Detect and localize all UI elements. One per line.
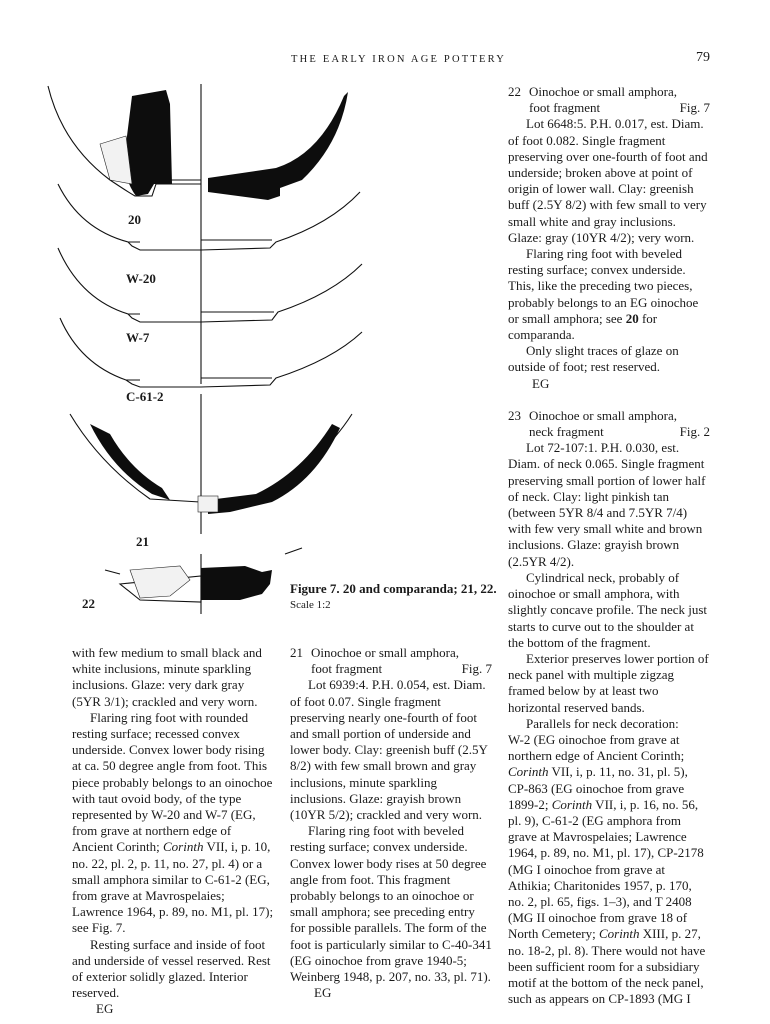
entry-21-period: EG — [314, 985, 332, 1001]
entry-23-discussion: Cylindrical neck, probably of oinochoe or small amphora, with slightly concave profile. The neck just starts to curve out to the shoulder at the bottom of the fragment. — [508, 569, 708, 650]
entry-22-discussion: Flaring ring foot with beveled resting surface; convex underside. This, like the preceding two pieces, probably belongs to an EG oinochoe or small amphora; see 20 for comparanda. — [508, 246, 699, 343]
entry-22-period: EG — [532, 375, 550, 391]
sherd-21-section — [208, 424, 340, 514]
page-number: 79 — [696, 50, 710, 65]
figure-label-w20: W-20 — [126, 271, 156, 286]
sherd-22-section — [201, 566, 272, 600]
entry-22-heading: 22 Oinochoe or small amphora, foot fragment Fig. 7 — [508, 84, 710, 116]
profile-w20-outline-right — [201, 192, 360, 250]
figure-label-22: 22 — [82, 596, 95, 611]
entry-22-number: 22 — [508, 84, 521, 99]
figure-7 — [40, 84, 485, 629]
entry-21-fig-ref: Fig. 7 — [461, 661, 492, 677]
column-1 — [72, 645, 274, 1018]
entry-23-heading: 23 Oinochoe or small amphora, neck fragment Fig. 2 — [508, 407, 710, 440]
caption-title: Figure 7. 20 and comparanda; 21, 22. — [290, 581, 497, 596]
pottery-profile-drawings — [40, 84, 485, 624]
figure-label-21: 21 — [136, 534, 149, 549]
entry-22-decoration: Only slight traces of glaze on outside of foot; rest reserved. — [508, 343, 679, 375]
entry-23-decoration: Exterior preserves lower portion of neck panel with multiple zigzag framed below by at least two horizontal reserved bands. — [508, 650, 709, 715]
entry-22-description: Lot 6648:5. P.H. 0.017, est. Diam. of foot 0.082. Single fragment preserving over one-fourth of foot and underside; broken above at point of origin of lower wall. Clay: greenish buff (2.5Y 8/2) with few small to very small white and gray inclusions. Glaze: gray (10YR 4/2); very worn. — [508, 116, 708, 245]
entry-21-heading: 21 Oinochoe or small amphora, foot fragment Fig. 7 — [290, 645, 492, 677]
column-3 — [508, 84, 710, 1007]
running-head: THE EARLY IRON AGE POTTERY — [291, 54, 507, 65]
col1-paragraph-2: Flaring ring foot with rounded resting surface; recessed convex underside. Convex lower body rising at ca. 50 degree angle from foot. This piece probably belongs to an oinochoe with taut ovoid body, of the type represented by W-20 and W-7 (EG, from grave at northern edge of Ancient Corinth; Corinth VII, i, p. 10, no. 22, pl. 2, p. 11, no. 27, pl. 4) or a small amphora similar to C-61-2 (EG, from grave at Mavrospelaies; Lawrence 1964, p. 89, no. M1, pl. 17); see Fig. 7. — [72, 709, 274, 936]
entry-23-parallels: W-2 (EG oinochoe from grave at northern edge of Ancient Corinth; Corinth VII, i, p. 11, no. 31, pl. 5), CP-863 (EG oinochoe from grave 1899-2; Corinth VII, i, p. 16, no. 56, pl. 9), C-61-2 (EG amphora from grave at Mavrospelaies; Lawrence 1964, p. 89, no. M1, pl. 17), CP-2178 (MG I oinochoe from grave at Athikia; Charitonides 1957, p. 170, no. 2, pl. 65, figs. 1–3), and T 2408 (MG II oinochoe from grave 18 of North Cemetery; Corinth XIII, p. 27, no. 18-2, pl. 8). There would not have been sufficient room for a subsidiary motif at the bottom of the neck panel, such as appears on CP-1893 (MG I — [508, 731, 706, 1007]
entry-21-discussion: Flaring ring foot with beveled resting surface; convex underside. Convex lower body rises at 50 degree angle from foot. This fragment probably belongs to an oinochoe or small amphora; see preceding entry for possible parallels. The form of the foot is particularly similar to C-40-341 (EG oinochoe from grave 1940-5; Weinberg 1948, p. 207, no. 33, pl. 71). — [290, 823, 492, 985]
entry-21-description: Lot 6939:4. P.H. 0.054, est. Diam. of foot 0.07. Single fragment preserving nearly one-fourth of foot and small portion of underside and lower body. Clay: greenish buff (2.5Y 8/2) with few small brown and gray inclusions, minute sparkling inclusions. Glaze: grayish brown (10YR 5/2); crackled and very worn. — [290, 677, 488, 823]
figure-label-c61-2: C-61-2 — [126, 389, 164, 404]
col1-period: EG — [96, 1001, 114, 1017]
col1-paragraph-3: Resting surface and inside of foot and underside of vessel reserved. Rest of exterior solidly glazed. Interior reserved. — [72, 936, 271, 1001]
sherd-21-left — [90, 424, 170, 500]
figure-caption — [290, 581, 497, 613]
caption-scale: Scale 1:2 — [290, 599, 331, 611]
entry-23-description: Lot 72-107:1. P.H. 0.030, est. Diam. of neck 0.065. Single fragment preserving small portion of lower half of neck. Clay: light pinkish tan (between 5YR 8/4 and 7.5YR 7/4) with few very small white and brown inclusions. Glaze: grayish brown (2.5YR 4/2). — [508, 440, 706, 569]
entry-23-parallels-heading: Parallels for neck decoration: — [526, 715, 679, 731]
sherd-20-section — [208, 92, 348, 200]
entry-21-title: Oinochoe or small amphora, — [311, 645, 460, 660]
entry-23-number: 23 — [508, 407, 521, 423]
col1-paragraph-1: with few medium to small black and white inclusions, minute sparkling inclusions. Glaze: very dark gray (5YR 3/1); crackled and very worn. — [72, 645, 262, 709]
figure-label-w7: W-7 — [126, 330, 150, 345]
column-2 — [290, 645, 492, 1001]
entry-23-fig-ref: Fig. 2 — [679, 424, 710, 440]
entry-22-fig-ref: Fig. 7 — [679, 100, 710, 116]
figure-label-20: 20 — [128, 212, 141, 227]
entry-21-number: 21 — [290, 645, 303, 660]
